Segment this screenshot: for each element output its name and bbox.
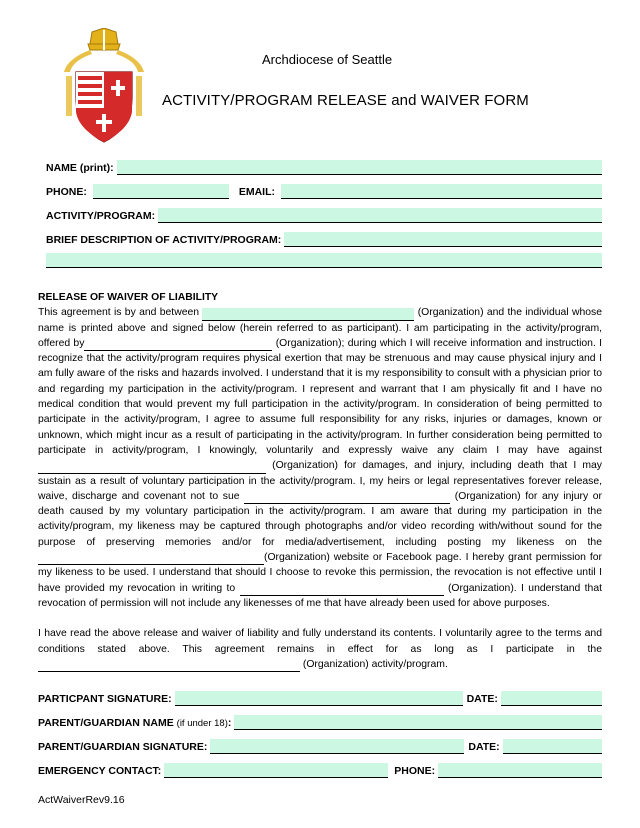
participant-signature-row	[38, 690, 602, 706]
form-title: ACTIVITY/PROGRAM RELEASE and WAIVER FORM	[162, 92, 529, 109]
release-text-3: (Organization); during which I will receive information and instruction. I recognize that the activity/program requires physical exertion that may be strenuous and may cause physical injury and I am fully aware of the risks and hazards involved. I understand that it is my responsibility to consult with a physician prior to and regarding my participation in the activity/program. I represent and warrant that I am physically fit and I have no medical condition that would prevent my full participation in the activity/program. In consideration of being permitted to participate in the activity/program, I agree to assume full responsibility for any risks, injuries or damages, known or unknown, which might incur as a result of participating in the activity/program. In further consideration being permitted to participate in activity/program, I knowingly, voluntarily and expressly waive any claim I may have against	[38, 337, 602, 456]
guardian-name-note: (if under 18)	[176, 718, 228, 729]
agreement-text-2: (Organization) activity/program.	[302, 658, 448, 670]
phone-email-row	[46, 183, 602, 199]
name-row	[46, 159, 602, 175]
organization-field-2[interactable]	[84, 338, 272, 351]
emergency-contact-field[interactable]	[164, 763, 388, 778]
guardian-name-label	[38, 717, 231, 730]
email-label: EMAIL:	[238, 186, 276, 198]
emergency-contact-row	[38, 762, 602, 778]
participant-signature-label: PARTICPANT SIGNATURE:	[38, 693, 172, 705]
emergency-phone-label: PHONE:	[394, 765, 436, 777]
activity-field[interactable]	[158, 208, 602, 223]
participant-signature-field[interactable]	[175, 691, 463, 706]
release-paragraph	[38, 305, 602, 611]
phone-label: PHONE:	[46, 186, 87, 198]
organization-field-1[interactable]	[202, 308, 414, 321]
name-field[interactable]	[117, 160, 602, 175]
release-section	[38, 290, 602, 672]
description-row	[46, 231, 602, 247]
name-label: NAME (print):	[46, 162, 114, 174]
release-text-2: (Organization) and the individual whose name is printed above and signed below (herein referred to as participant). I am participating in the activity/program, offered by	[38, 307, 602, 349]
organization-field-5[interactable]	[38, 552, 264, 565]
agreement-paragraph	[38, 626, 602, 672]
organization-field-3[interactable]	[38, 461, 266, 474]
release-text-6: (Organization) website or Facebook page. I hereby grant permission for my likeness to be used. I understand that should I choose to revoke this permission, the revocation is not effective until I have provided my revocation in writing to	[38, 552, 602, 594]
description-field[interactable]	[284, 232, 602, 247]
phone-field[interactable]	[93, 184, 229, 199]
revision-code: ActWaiverRev9.16	[38, 794, 125, 806]
organization-field-6[interactable]	[240, 583, 444, 596]
release-text-1: This agreement is by and between	[38, 307, 200, 319]
guardian-signature-label: PARENT/GUARDIAN SIGNATURE:	[38, 741, 208, 753]
guardian-signature-row	[38, 738, 602, 754]
release-text-4: (Organization) for damages, and injury, including death that I may sustain as a result of voluntary participation in the activity/program. I, my heirs or legal representatives forever release, waive, discharge and covenant not to sue	[38, 460, 602, 502]
email-field[interactable]	[281, 184, 602, 199]
guardian-name-label-text: PARENT/GUARDIAN NAME	[38, 717, 174, 729]
agreement-text-1: I have read the above release and waiver of liability and fully understand its contents. I voluntarily agree to the terms and conditions stated above. This agreement remains in effect for as long as I participate in the	[38, 628, 602, 655]
release-text-7: (Organization). I understand that revocation of permission will not include any likenesses of me that have already been used for above purposes.	[38, 582, 603, 609]
archdiocese-crest-icon	[58, 28, 150, 146]
participant-date-label: DATE:	[466, 693, 498, 705]
participant-date-field[interactable]	[501, 691, 602, 706]
release-text-5: (Organization) for any injury or death caused by my voluntary participation in the activity/program. I am aware that during my participation in the activity/program, my likeness may be captured through photographs and/or video recording with/without sound for the purpose of preserving memories and/or for media/advertisement, including posting my likeness on the	[38, 490, 603, 548]
guardian-name-row	[38, 714, 602, 730]
organization-field-4[interactable]	[244, 491, 450, 504]
organization-name: Archdiocese of Seattle	[262, 52, 393, 67]
release-heading: RELEASE OF WAIVER OF LIABILITY	[38, 292, 219, 303]
emergency-phone-field[interactable]	[438, 763, 602, 778]
activity-label: ACTIVITY/PROGRAM:	[46, 210, 156, 222]
description-field-line-2[interactable]	[46, 253, 602, 268]
description-label: BRIEF DESCRIPTION OF ACTIVITY/PROGRAM:	[46, 234, 282, 246]
guardian-signature-field[interactable]	[210, 739, 464, 754]
guardian-date-label: DATE:	[468, 741, 500, 753]
activity-row	[46, 207, 602, 223]
guardian-date-field[interactable]	[503, 739, 602, 754]
guardian-name-field[interactable]	[234, 715, 602, 730]
guardian-name-colon: :	[227, 717, 232, 729]
organization-field-7[interactable]	[38, 659, 300, 672]
emergency-contact-label: EMERGENCY CONTACT:	[38, 765, 162, 777]
